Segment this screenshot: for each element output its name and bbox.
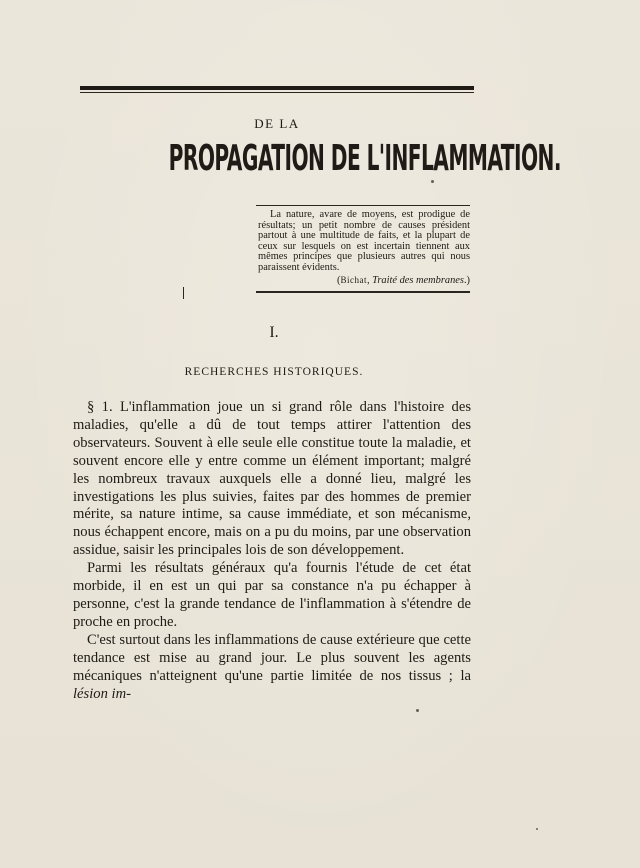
page-title: PROPAGATION DE L'INFLAMMATION.	[168, 138, 561, 179]
paragraph-2: Parmi les résultats généraux qu'a fournis l'étude de cet état morbide, il en est un qui par sa constance n'a pu échapper à personne, c'est la grande tendance de l'inflammation à s'étendre de proche en proche.	[73, 560, 471, 630]
header-rule-thin	[80, 92, 474, 93]
epigraph-rule-top	[256, 205, 470, 206]
citation-work: Traité des membranes	[372, 274, 464, 286]
paragraph-3-italic: lésion im-	[73, 685, 131, 702]
paper-speck	[416, 709, 419, 712]
epigraph-rule-bottom	[256, 291, 470, 293]
running-head: DE LA	[254, 116, 300, 131]
header-rule-thick	[80, 86, 474, 90]
paragraph-3	[73, 632, 471, 704]
paper-speck	[536, 828, 538, 830]
epigraph-text: La nature, avare de moyens, est prodigue de résultats; un petit nombre de causes président partout à une multitude de faits, et la plupart de ceux sur lesquels on est incertain tiennent aux mêmes principes que plusieurs autres qui nous paraissent évidents.	[258, 209, 470, 273]
citation-author: Bichat	[340, 274, 367, 285]
paragraph-3-text: C'est surtout dans les inflammations de cause extérieure que cette tendance est mise au grand jour. Le plus souvent les agents mécaniques n'atteignent qu'une partie limitée de nos tissus ; la	[73, 631, 471, 684]
body-text	[73, 399, 471, 703]
paper-speck	[431, 180, 434, 183]
paragraph-1: § 1. L'inflammation joue un si grand rôle dans l'histoire des maladies, qu'elle a dû de tout temps attirer l'attention des observateurs. Souvent à elle seule elle constitue toute la maladie, et souvent encore elle y entre comme un élément important; malgré les nombreux travaux auxquels elle a donné lieu, malgré les investigations les plus suivies, faites par des hommes de premier mérite, sa nature intime, sa cause immédiate, et son mécanisme, nous échappent encore, mais on a pu du moins, par une observation assidue, saisir les principales lois de son développement.	[73, 399, 471, 559]
epigraph-citation	[258, 275, 470, 287]
citation-close: .)	[463, 274, 470, 286]
margin-mark	[183, 287, 184, 299]
section-number: I.	[269, 324, 279, 341]
epigraph	[258, 210, 470, 286]
citation-open: (	[336, 274, 341, 286]
section-heading: RECHERCHES HISTORIQUES.	[184, 366, 364, 378]
citation-separator: ,	[366, 274, 373, 286]
